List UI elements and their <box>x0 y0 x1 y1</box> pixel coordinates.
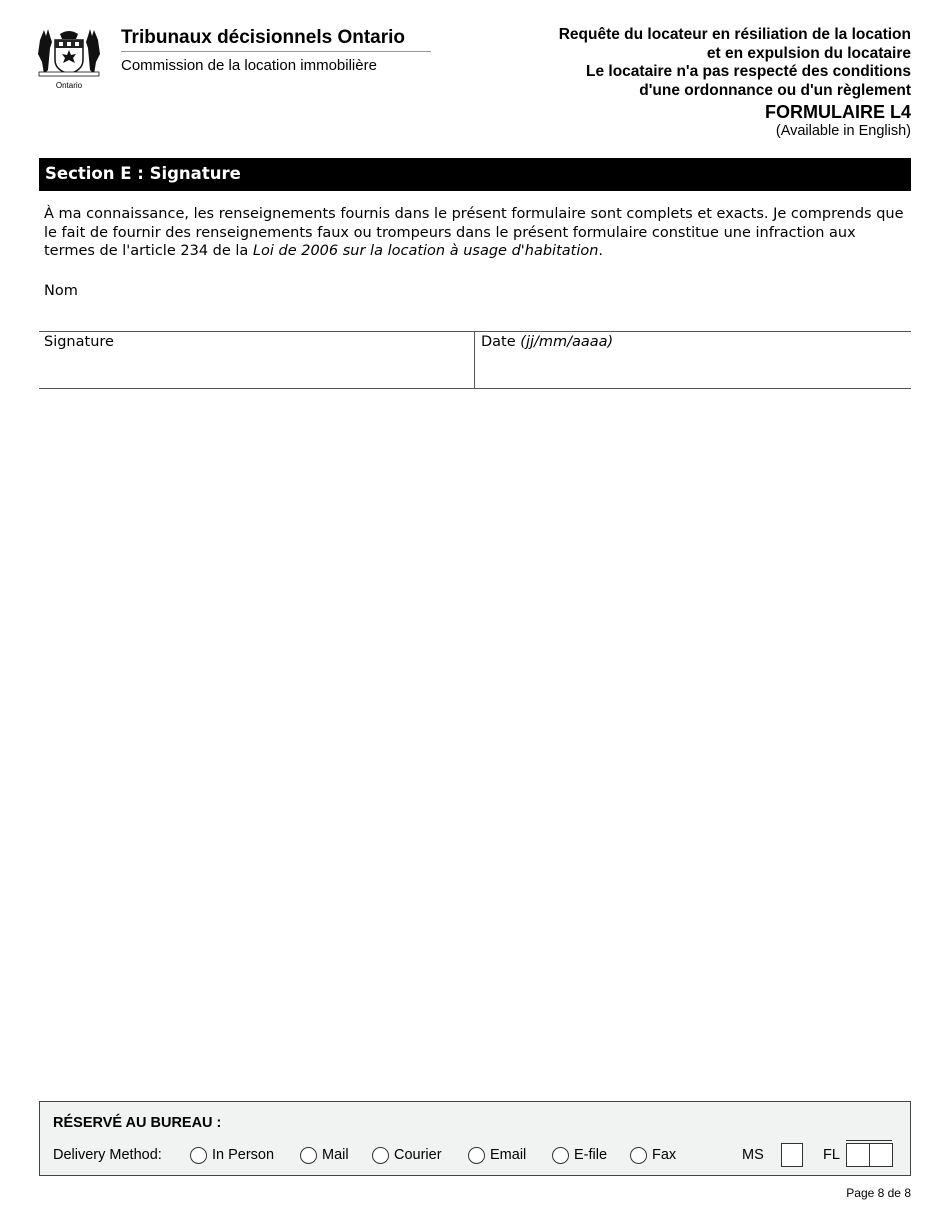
option-fax-label: Fax <box>652 1147 677 1163</box>
form-title-line: Le locataire n'a pas respecté des conditions <box>586 63 911 80</box>
date-format-hint: (jj/mm/aaaa) <box>520 334 614 350</box>
declaration-text <box>44 205 906 261</box>
declaration-end: . <box>598 243 604 259</box>
option-mail-label: Mail <box>322 1147 349 1163</box>
org-name: Tribunaux décisionnels Ontario <box>121 27 405 48</box>
name-label: Nom <box>44 283 78 299</box>
org-divider <box>121 51 431 52</box>
signature-label: Signature <box>44 334 114 350</box>
section-header <box>39 158 911 191</box>
signature-row <box>39 331 911 389</box>
declaration-law-title: Loi de 2006 sur la location à usage d'habitation <box>252 243 599 259</box>
option-email-label: Email <box>490 1147 527 1163</box>
radio-mail[interactable] <box>300 1147 317 1164</box>
fl-input-1[interactable] <box>846 1143 870 1167</box>
radio-e-file[interactable] <box>552 1147 569 1164</box>
section-title: Section E : Signature <box>45 164 241 183</box>
fl-input-2[interactable] <box>869 1143 893 1167</box>
option-in-person-label: In Person <box>212 1147 275 1163</box>
fl-label: FL <box>823 1147 840 1163</box>
radio-fax[interactable] <box>630 1147 647 1164</box>
form-title <box>559 26 911 100</box>
form-code: FORMULAIRE L4 <box>765 102 911 122</box>
radio-email[interactable] <box>468 1147 485 1164</box>
date-field[interactable] <box>481 334 613 350</box>
office-use-title: RÉSERVÉ AU BUREAU : <box>53 1115 222 1131</box>
page-number: Page 8 de 8 <box>846 1186 911 1200</box>
form-title-line: et en expulsion du locataire <box>706 44 911 62</box>
delivery-method-label: Delivery Method: <box>53 1147 162 1163</box>
ms-label: MS <box>742 1147 764 1163</box>
signature-divider <box>474 331 475 388</box>
declaration-start: À ma connaissance, les renseignements fournis dans le présent formulaire sont complets et exacts. Je comprends que le fait de fournir des renseignements faux ou trompeurs dans le présent formulaire constitue une infraction aux termes de l'article 234 de la <box>44 206 904 259</box>
option-e-file-label: E-file <box>574 1147 608 1163</box>
radio-courier[interactable] <box>372 1147 389 1164</box>
form-title-line: Requête du locateur en résiliation de la location <box>558 26 911 43</box>
option-courier-label: Courier <box>394 1147 442 1163</box>
crest-label: Ontario <box>55 81 83 90</box>
signature-field[interactable] <box>44 334 114 350</box>
radio-in-person[interactable] <box>190 1147 207 1164</box>
available-in-english: (Available in English) <box>775 123 911 139</box>
form-title-line: d'une ordonnance ou d'un règlement <box>639 81 911 99</box>
date-label: Date <box>481 334 516 350</box>
fl-input-top-rule <box>846 1140 892 1141</box>
ms-input[interactable] <box>781 1143 803 1167</box>
org-subtitle: Commission de la location immobilière <box>121 57 377 74</box>
